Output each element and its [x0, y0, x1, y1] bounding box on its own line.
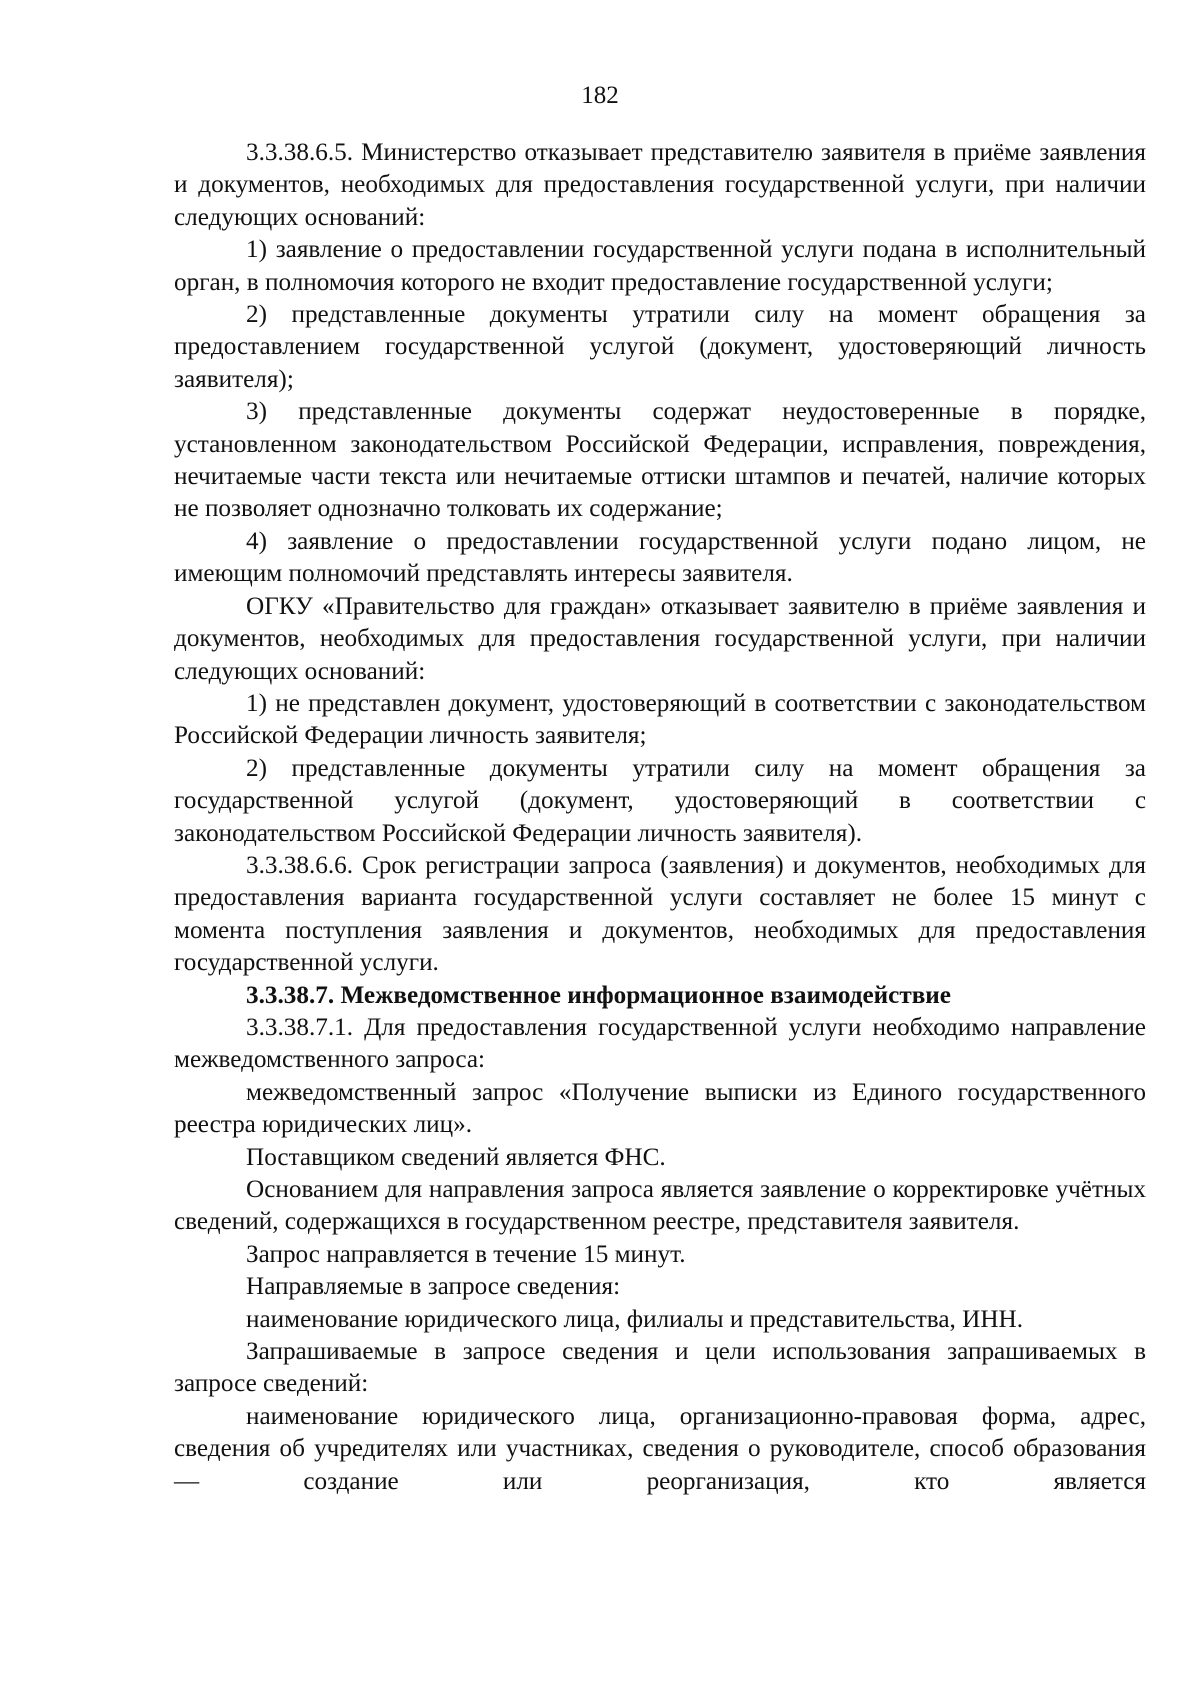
paragraph-request: межведомственный запрос «Получение выписки из Единого государственного реестра юридических лиц». — [174, 1078, 1146, 1139]
list-item-1: 1) не представлен документ, удостоверяющий в соответствии с законодательством Российской Федерации личность заявителя; — [174, 689, 1146, 750]
paragraph-ogku: ОГКУ «Правительство для граждан» отказывает заявителю в приёме заявления и документов, необходимых для предоставления государственной услуги, при наличии следующих оснований: — [174, 592, 1146, 685]
list-item-1: 1) заявление о предоставлении государственной услуги подана в исполнительный орган, в полномочия которого не входит предоставление государственной услуги; — [174, 236, 1146, 296]
paragraph-requested-data: наименование юридического лица, организационно-правовая форма, адрес, сведения об учредителях или участниках, сведения о руководителе, способ образования — создание или реорганизация, кто является — [174, 1402, 1146, 1495]
paragraph-requested-data-label: Запрашиваемые в запросе сведения и цели использования запрашиваемых в запросе сведений: — [174, 1338, 1146, 1398]
paragraph-3-3-38-6-6: 3.3.38.6.6. Срок регистрации запроса (заявления) и документов, необходимых для предоставления варианта государственной услуги составляет не более 15 минут с момента поступления заявления и документов, необходимых для предоставления государственной услуги. — [174, 851, 1146, 977]
document-body — [174, 137, 1146, 1498]
paragraph-3-3-38-6-5: 3.3.38.6.5. Министерство отказывает представителю заявителя в приёме заявления и документов, необходимых для предоставления государственной услуги, при наличии следующих оснований: — [174, 139, 1146, 231]
paragraph-sent-data-label: Направляемые в запросе сведения: — [246, 1273, 621, 1301]
paragraph-sent-data: наименование юридического лица, филиалы и представительства, ИНН. — [246, 1305, 1024, 1333]
paragraph-3-3-38-7-1: 3.3.38.7.1. Для предоставления государственной услуги необходимо направление межведомственного запроса: — [174, 1013, 1146, 1074]
paragraph-basis: Основанием для направления запроса является заявление о корректировке учётных сведений, содержащихся в государственном реестре, представителя заявителя. — [174, 1176, 1146, 1236]
list-item-4: 4) заявление о предоставлении государственной услуги подано лицом, не имеющим полномочий представлять интересы заявителя. — [174, 527, 1146, 588]
list-item-2: 2) представленные документы утратили силу на момент обращения за государственной услугой (документ, удостоверяющий в соответствии с законодательством Российской Федерации личность заявителя). — [174, 754, 1146, 847]
page-number: 182 — [581, 82, 619, 109]
list-item-2: 2) представленные документы утратили силу на момент обращения за предоставлением государственной услугой (документ, удостоверяющий личность заявителя); — [174, 301, 1146, 393]
section-heading: 3.3.38.7. Межведомственное информационное взаимодействие — [246, 981, 951, 1009]
list-item-3: 3) представленные документы содержат неудостоверенные в порядке, установленном законодательством Российской Федерации, исправления, повреждения, нечитаемые части текста или нечитаемые оттиски штампов и печатей, наличие которых не позволяет однозначно толковать их содержание; — [174, 398, 1146, 523]
paragraph-timing: Запрос направляется в течение 15 минут. — [246, 1240, 686, 1268]
paragraph-provider: Поставщиком сведений является ФНС. — [246, 1143, 666, 1171]
